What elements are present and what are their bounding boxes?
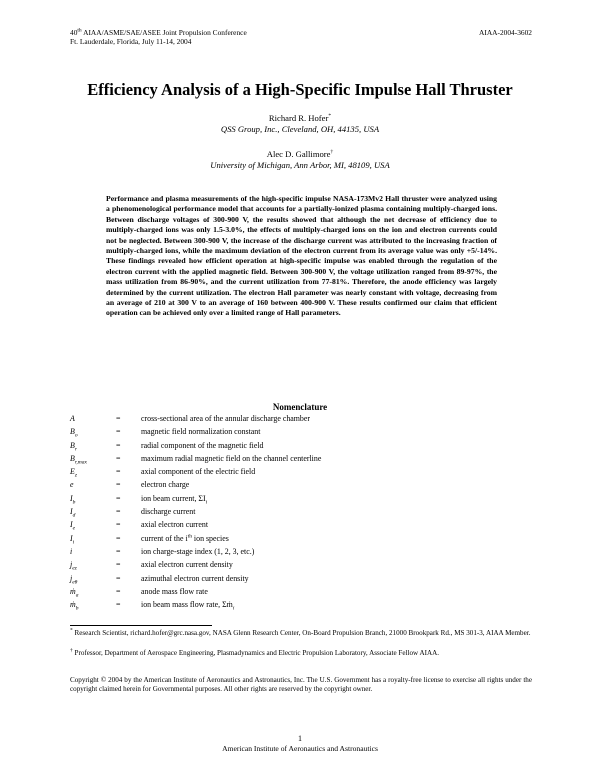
author-affiliation: QSS Group, Inc., Cleveland, OH, 44135, USA [220,124,380,134]
nomenclature-symbol: i [70,546,73,556]
nomenclature-row [70,441,540,454]
conference-location: Ft. Lauderdale, Florida, July 11-14, 2004 [70,37,192,46]
author-name: Alec D. Gallimore [266,149,331,159]
author-name: Richard R. Hofer [268,113,329,123]
author-1: Richard R. Hofer* QSS Group, Inc., Cleveland, OH, 44135, USA [0,113,600,135]
nomenclature-definition: ion charge-stage index (1, 2, 3, etc.) [141,546,255,556]
nomenclature-equals: = [116,586,121,596]
nomenclature-equals: = [116,573,121,583]
nomenclature-row [70,600,540,613]
nomenclature-definition: discharge current [141,507,196,517]
nomenclature-row [70,480,540,493]
nomenclature-equals: = [116,480,121,490]
author-2: Alec D. Gallimore† University of Michigan, Ann Arbor, MI, 48109, USA [0,149,600,171]
nomenclature-row [70,467,540,480]
nomenclature-symbol: $E_z$ [70,467,77,479]
nomenclature-equals: = [116,440,121,450]
nomenclature-definition: magnetic field normalization constant [141,427,261,437]
nomenclature-definition: ion beam mass flow rate, Σṁ$_i$ [141,600,235,612]
nomenclature-row [70,587,540,600]
nomenclature-definition: cross-sectional area of the annular discharge chamber [141,414,310,423]
nomenclature-row [70,507,540,520]
nomenclature-equals: = [116,427,121,437]
nomenclature-symbol: e [70,480,74,490]
nomenclature-symbol: $j_{e\theta}$ [70,573,78,586]
nomenclature-symbol: ṁ$_a$ [70,586,79,599]
running-header [70,28,247,46]
nomenclature-symbol: $I_e$ [70,520,76,532]
nomenclature-equals: = [116,520,121,530]
nomenclature-definition: electron charge [141,480,190,490]
nomenclature-definition: azimuthal electron current density [141,573,249,583]
nomenclature-list [70,414,540,613]
page-footer: American Institute of Aeronautics and Astronautics [222,744,378,753]
nomenclature-equals: = [116,560,121,570]
nomenclature-definition: anode mass flow rate [141,586,208,596]
nomenclature-equals: = [116,533,121,543]
footnote-2: † Professor, Department of Aerospace Engineering, Plasmadynamics and Electric Propulsion Laboratory, Associate Fellow AIAA. [70,647,440,657]
nomenclature-row [70,494,540,507]
nomenclature-equals: = [116,414,121,423]
nomenclature-definition: radial component of the magnetic field [141,440,264,450]
nomenclature-symbol: $B_r$ [70,440,77,453]
nomenclature-equals: = [116,507,121,517]
nomenclature-equals: = [116,546,121,556]
nomenclature-definition: axial electron current density [141,560,233,570]
nomenclature-symbol: $B_o$ [70,427,78,439]
nomenclature-symbol: $I_i$ [70,533,75,546]
paper-title: Efficiency Analysis of a High-Specific Impulse Hall Thruster [87,80,513,99]
nomenclature-row [70,520,540,533]
nomenclature-symbol: $I_b$ [70,493,76,506]
nomenclature-equals: = [116,493,121,503]
nomenclature-row [70,534,540,547]
nomenclature-symbol: $j_{ez}$ [70,560,77,572]
nomenclature-title: Nomenclature [272,402,328,412]
nomenclature-symbol: A [70,414,75,423]
nomenclature-definition: ion beam current, $\Sigma I_i$ [141,493,208,506]
nomenclature-row [70,547,540,560]
nomenclature-equals: = [116,453,121,463]
nomenclature-definition: maximum radial magnetic field on the channel centerline [141,453,322,463]
nomenclature-definition: current of the $i^{th}$ ion species [141,533,229,543]
nomenclature-definition: axial component of the electric field [141,467,256,477]
nomenclature-equals: = [116,467,121,477]
nomenclature-symbol: $B_{r,max}$ [70,453,87,466]
abstract: Performance and plasma measurements of the high-specific impulse NASA-173Mv2 Hall thruster were analyzed using a phenomenological performance model that accounts for a partially-ionized plasma containing multiply-charged ions. Between discharge voltages of 300-900 V, the results showed that although the net decrease of efficiency due to multiply-charged ions was only 1.5-3.0%, the effects of multiply-charged ions on the ion and electron currents could not be neglected. Between 300-900 V, the increase of the discharge current was attributed to the increasing fraction of multiply-charged ions, while the maximum deviation of the electron current from its average value was only +5/-14%. These findings revealed how efficient operation at high-specific impulse was enabled through the regulation of the electron current with the applied magnetic field. Between 300-900 V, the voltage utilization ranged from 89-97%, the mass utilization from 86-90%, and the current utilization from 77-81%. Therefore, the anode efficiency was largely determined by the current utilization. The electron Hall parameter was nearly constant with voltage, decreasing from an average of 210 at 300 V to an average of 160 between 400-900 V. These results confirmed our claim that efficient operation can be achieved only over a limited range of Hall parameters. [106,194,497,318]
nomenclature-symbol: ṁ$_b$ [70,600,79,612]
nomenclature-definition: axial electron current [141,520,209,530]
page-number: 1 [298,734,302,743]
author-affiliation: University of Michigan, Ann Arbor, MI, 48109, USA [210,160,390,170]
nomenclature-row [70,414,540,427]
footnote-1: * Research Scientist, richard.hofer@grc.nasa.gov, NASA Glenn Research Center, On-Board Propulsion Branch, 21000 Brookpark Rd., MS 301-3, AIAA Member. [70,627,531,637]
nomenclature-row [70,454,540,467]
footnote-divider [70,625,212,626]
copyright-notice: Copyright © 2004 by the American Institute of Aeronautics and Astronautics, Inc. The U.S. Government has a royalty-free license to exercise all rights under the copyright claimed herein for Governmental purposes. All other rights are reserved by the copyright owner. [70,676,532,694]
paper-number: AIAA-2004-3602 [479,28,532,37]
nomenclature-row [70,560,540,573]
nomenclature-row [70,427,540,440]
nomenclature-equals: = [116,600,121,610]
nomenclature-row [70,574,540,587]
nomenclature-symbol: $I_d$ [70,507,76,519]
conference-name: 40th AIAA/ASME/SAE/ASEE Joint Propulsion Conference [70,27,247,37]
